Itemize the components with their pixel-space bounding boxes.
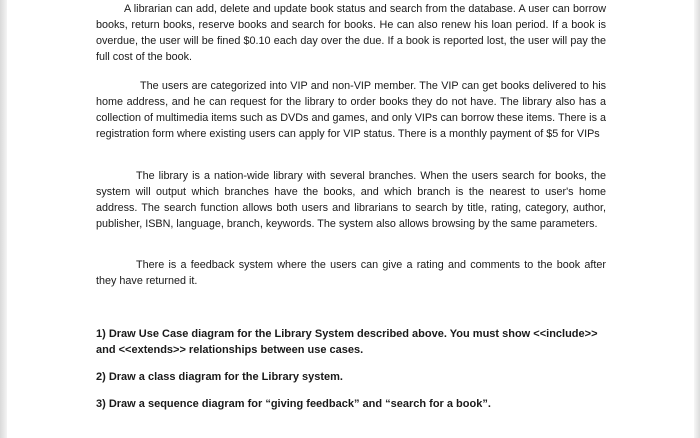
paragraph-branches-search: The library is a nation-wide library with several branches. When the users search for books, the system will output which branches have the books, and which branch is the nearest to user's home address. The search function allows both users and librarians to search by title, rating, category, author, publisher, ISBN, language, branch, keywords. The system also allows browsing by the same parameters. — [96, 170, 606, 230]
question-class-diagram: 2) Draw a class diagram for the Library system. — [96, 371, 343, 383]
question-sequence-diagram: 3) Draw a sequence diagram for “giving feedback” and “search for a book”. — [96, 398, 491, 410]
paragraph-librarian-functions: A librarian can add, delete and update book status and search from the database. A user can borrow books, return books, reserve books and search for books. He can also renew his loan period. If a book is overdue, the user will be fined $0.10 each day over the due. If a book is reported lost, the user will pay the full cost of the book. — [96, 3, 606, 63]
question-use-case-diagram: 1) Draw Use Case diagram for the Library System described above. You must show <<include>> and <<extends>> relationships between use cases. — [96, 328, 598, 356]
page-edge-left — [0, 0, 7, 438]
page-edge-right — [694, 0, 700, 438]
paragraph-feedback-system: There is a feedback system where the users can give a rating and comments to the book after they have returned it. — [96, 259, 606, 287]
paragraph-vip-members: The users are categorized into VIP and non-VIP member. The VIP can get books delivered to his home address, and he can request for the library to order books they do not have. The library also has a collection of multimedia items such as DVDs and games, and only VIPs can borrow these items. There is a registration form where existing users can apply for VIP status. There is a monthly payment of $5 for VIPs — [96, 80, 606, 140]
